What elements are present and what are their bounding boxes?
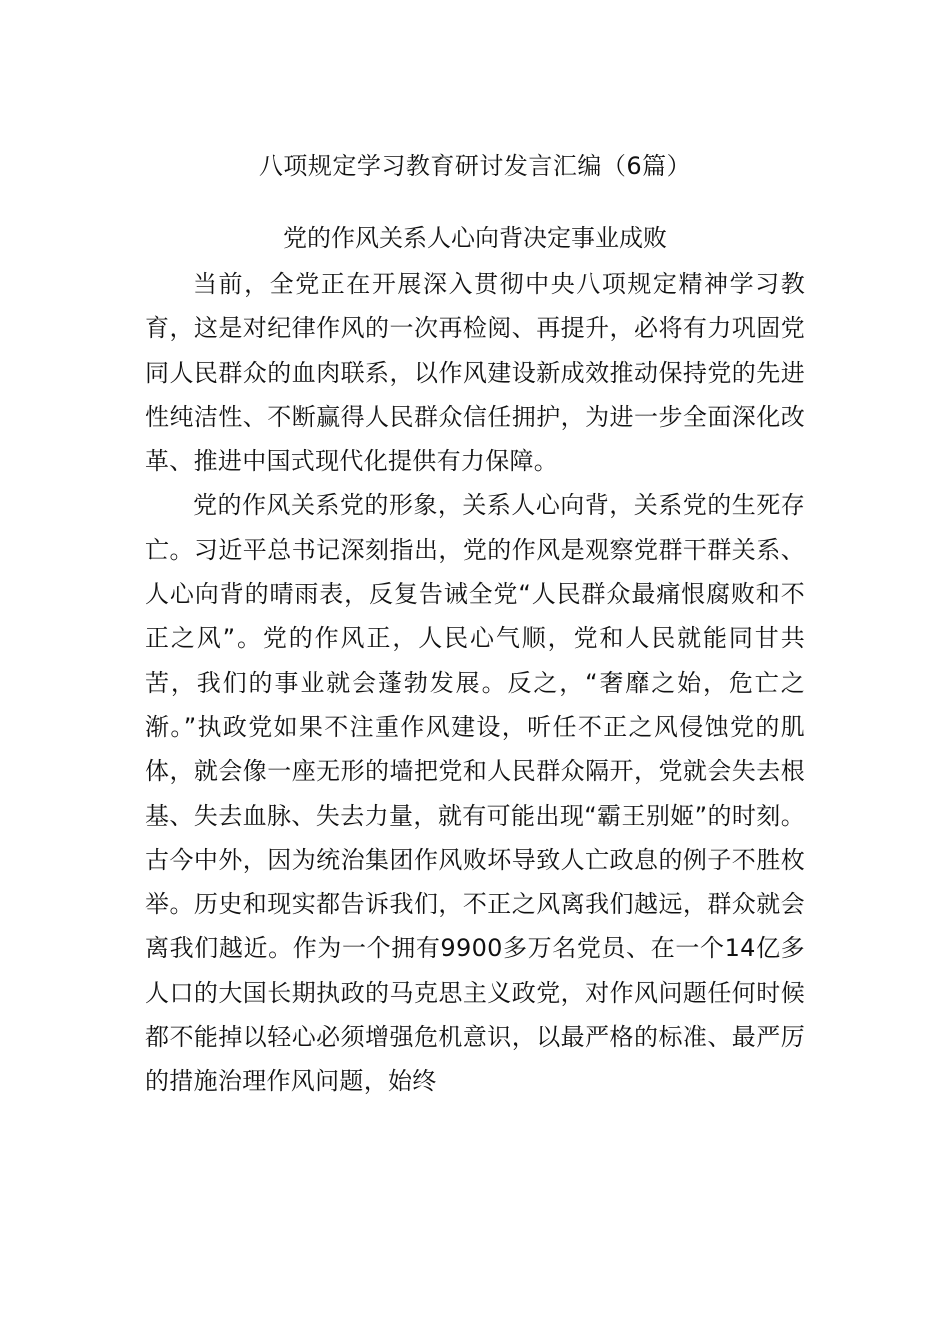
paragraph-1: 当前，全党正在开展深入贯彻中央八项规定精神学习教育，这是对纪律作风的一次再检阅、再提升，必将有力巩固党同人民群众的血肉联系，以作风建设新成效推动保持党的先进性纯洁性、不断赢得人民群众信任拥护，为进一步全面深化改革、推进中国式现代化提供有力保障。	[145, 270, 805, 476]
paragraph-2: 党的作风关系党的形象，关系人心向背，关系党的生死存亡。习近平总书记深刻指出，党的作风是观察党群干群关系、人心向背的晴雨表，反复告诫全党“人民群众最痛恨腐败和不正之风”。党的作风正，人民心气顺，党和人民就能同甘共苦，我们的事业就会蓬勃发展。反之，“奢靡之始，危亡之渐。”执政党如果不注重作风建设，听任不正之风侵蚀党的肌体，就会像一座无形的墙把党和人民群众隔开，党就会失去根基、失去血脉、失去力量，就有可能出现“霸王别姬”的时刻。古今中外，因为统治集团作风败坏导致人亡政息的例子不胜枚举。历史和现实都告诉我们，不正之风离我们越远，群众就会离我们越近。作为一个拥有9900多万名党员、在一个14亿多人口的大国长期执政的马克思主义政党，对作风问题任何时候都不能掉以轻心必须增强危机意识，以最严格的标准、最严厉的措施治理作风问题，始终	[145, 491, 806, 1096]
document-body	[145, 262, 805, 1104]
document-title: 八项规定学习教育研讨发言汇编（6篇）	[258, 152, 692, 180]
section-title: 党的作风关系人心向背决定事业成败	[283, 224, 667, 252]
